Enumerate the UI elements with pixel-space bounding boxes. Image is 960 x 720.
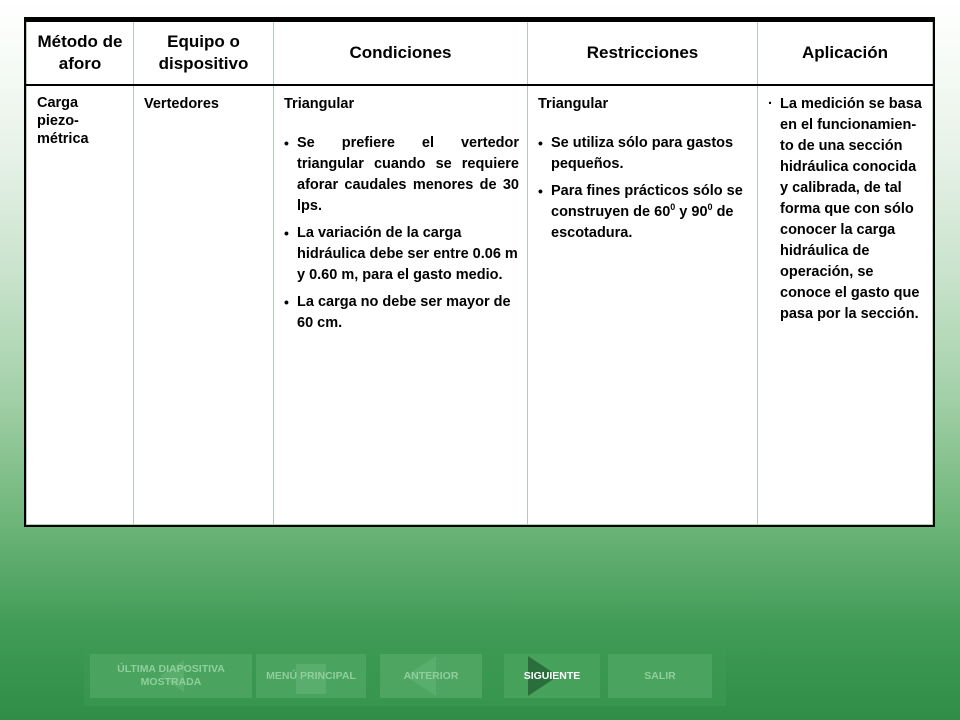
main-menu-button[interactable] bbox=[256, 654, 366, 698]
condiciones-item-2: • La variación de la carga hidráulica debe ser entre 0.06 m y 0.60 m, para el gasto medio. bbox=[284, 223, 519, 286]
metodo-line-2: piezo- bbox=[37, 113, 79, 129]
header-restricciones: Restricciones bbox=[528, 21, 758, 86]
condiciones-list bbox=[284, 133, 519, 334]
superscript-1: 0 bbox=[670, 202, 676, 213]
last-slide-label: ÚLTIMA DIAPOSITIVA MOSTRADA bbox=[117, 663, 225, 688]
previous-button[interactable] bbox=[380, 654, 482, 698]
header-metodo: Método de aforo bbox=[27, 21, 134, 86]
restricciones-item-2 bbox=[538, 181, 749, 244]
condiciones-item-3: • La carga no debe ser mayor de 60 cm. bbox=[284, 292, 519, 334]
aplicacion-text: · La medición se basa en el funcionamien-to de una sección hidráulica conocida y calibrada, de tal forma que con sólo conocer la carga hidráulica de operación, se conoce el gasto que pasa por la sección. bbox=[768, 94, 924, 325]
cell-restricciones bbox=[528, 85, 758, 525]
restricciones-item-1: • Se utiliza sólo para gastos pequeños. bbox=[538, 133, 749, 175]
table-row bbox=[27, 85, 933, 525]
aforo-table bbox=[26, 19, 933, 525]
table-header-row bbox=[27, 21, 933, 86]
header-equipo: Equipo o dispositivo bbox=[134, 21, 274, 86]
cell-equipo bbox=[134, 85, 274, 525]
header-condiciones: Condiciones bbox=[274, 21, 528, 86]
condiciones-subtitle: Triangular bbox=[284, 96, 355, 112]
metodo-line-3: métrica bbox=[37, 131, 89, 147]
restricciones-list bbox=[538, 133, 749, 244]
previous-label: ANTERIOR bbox=[403, 669, 459, 682]
last-slide-button[interactable] bbox=[90, 654, 252, 698]
equipo-text: Vertedores bbox=[144, 96, 219, 112]
superscript-2: 0 bbox=[707, 202, 713, 213]
exit-label: SALIR bbox=[644, 669, 676, 682]
restricciones-item-2-b: y 90 bbox=[675, 204, 708, 220]
next-label: SIGUIENTE bbox=[523, 669, 581, 682]
next-button[interactable] bbox=[504, 654, 600, 698]
restricciones-item-2-c: de escotadura. bbox=[551, 204, 734, 241]
exit-button[interactable] bbox=[608, 654, 712, 698]
metodo-line-1: Carga bbox=[37, 95, 79, 111]
restricciones-subtitle: Triangular bbox=[538, 96, 609, 112]
navigation-bar bbox=[84, 648, 726, 706]
header-aplicacion: Aplicación bbox=[758, 21, 933, 86]
slide-table-container bbox=[26, 19, 932, 525]
restricciones-item-2-a: Para fines prácticos sólo se construyen de 60 bbox=[551, 183, 743, 220]
main-menu-label: MENÚ PRINCIPAL bbox=[266, 669, 356, 682]
cell-condiciones bbox=[274, 85, 528, 525]
cell-aplicacion bbox=[758, 85, 933, 525]
condiciones-item-1: • Se prefiere el vertedor triangular cuando se requiere aforar caudales menores de 30 lps. bbox=[284, 133, 519, 217]
cell-metodo bbox=[27, 85, 134, 525]
